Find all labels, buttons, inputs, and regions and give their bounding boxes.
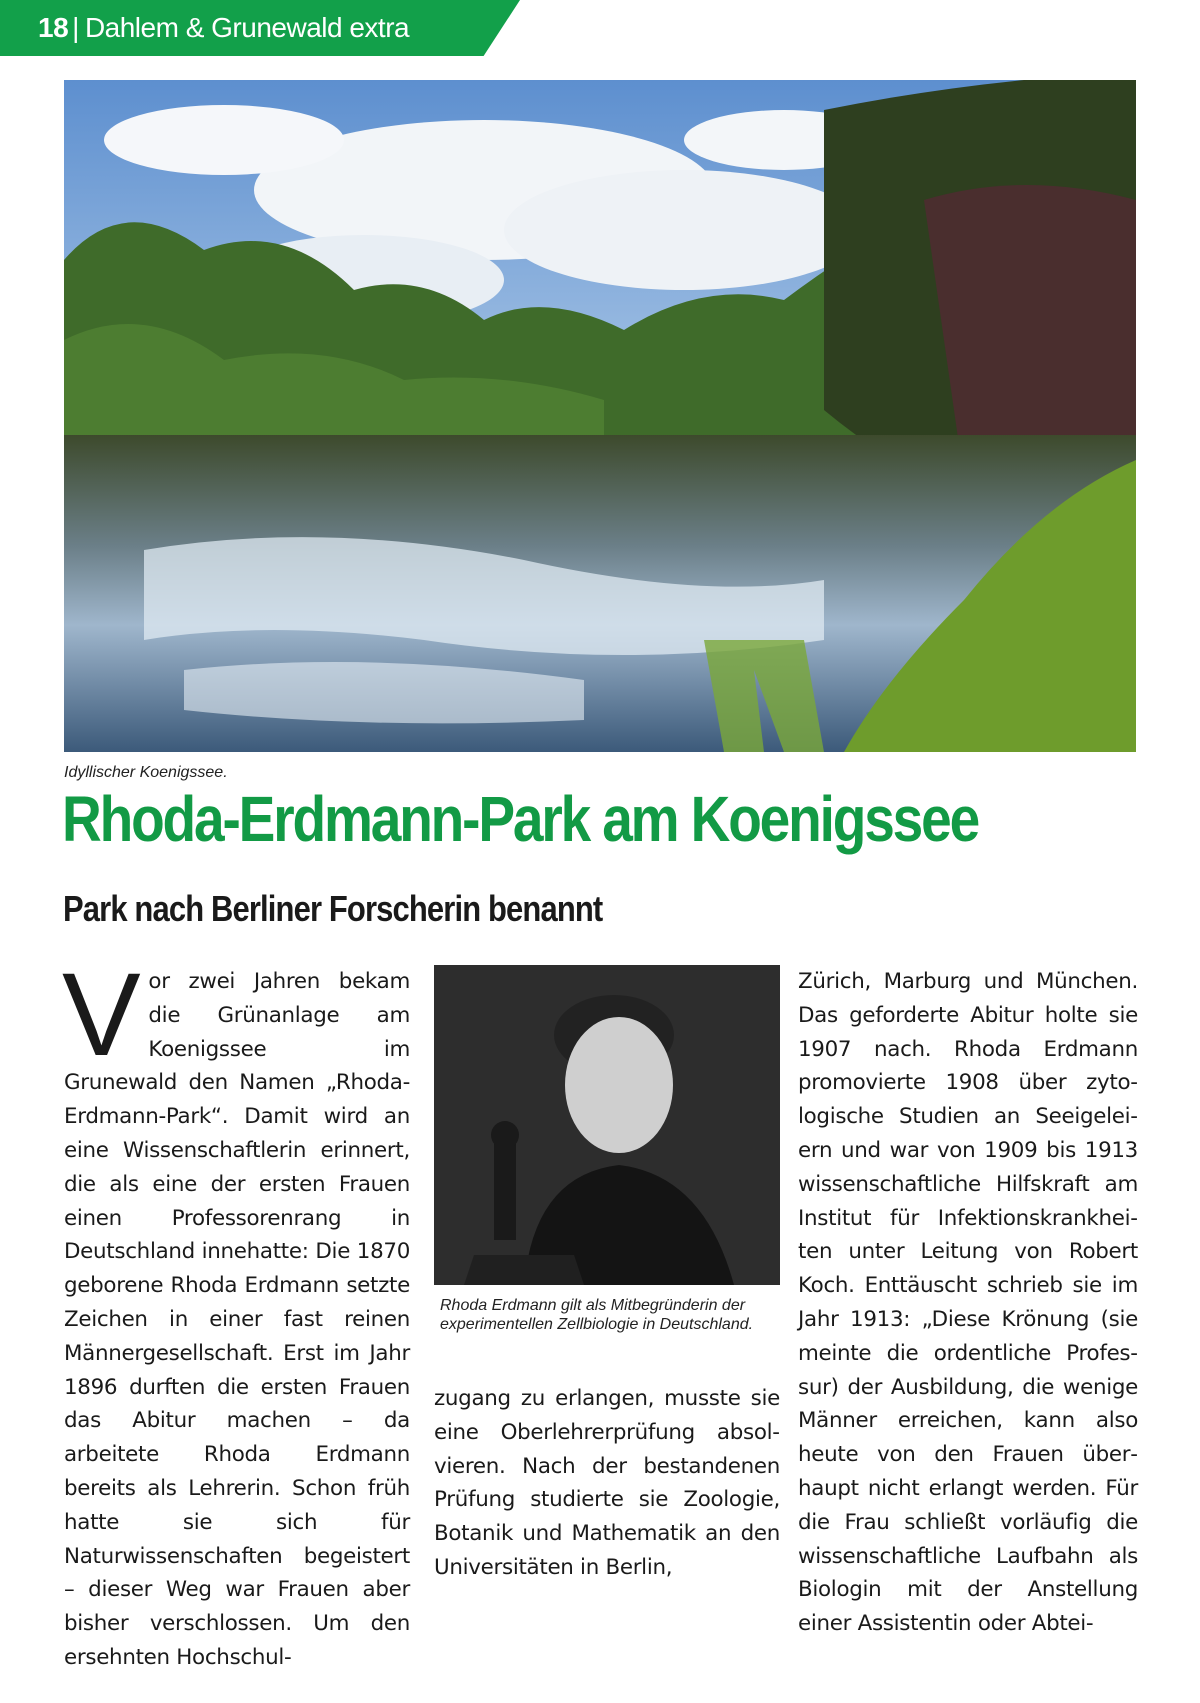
article-column-1 <box>62 949 410 1675</box>
drop-cap: V <box>62 949 141 1081</box>
portrait-photo <box>434 965 780 1285</box>
article-column-2: zugang zu erlangen, musste sie eine Oberlehrerprüfung absolvieren. Nach der bestandenen Prüfung studierte sie Zoologie, Botanik und Mathematik an den Universitäten in Berlin, <box>434 1386 780 1580</box>
lake-photo <box>64 80 1136 752</box>
portrait-caption: Rhoda Erdmann gilt als Mitbegründerin der experimentellen Zellbiologie in Deutschland. <box>440 1297 754 1333</box>
lake-photo-caption: Idyllischer Koenigssee. <box>64 764 228 781</box>
article-subheadline: Park nach Berliner Forscherin benannt <box>63 888 603 929</box>
column-1-text: or zwei Jahren bekam die Grünanlage am Koenigssee im Grunewald den Namen „Rhoda-Erdmann-Park“. Damit wird an eine Wissenschaftlerin erinnert, die als eine der ersten Frauen einen Professorenrang in Deutschland innehatte: Die 1870 geborene Rhoda Erdmann setzte Zeichen in einer fast reinen Männergesellschaft. Erst im Jahr 1896 durften die ersten Frauen das Abitur machen – da arbeitete Rhoda Erdmann bereits als Lehrerin. Schon früh hatte sie sich für Naturwissenschaften begeistert – dieser Weg war Frauen aber bisher verschlossen. Um den ersehnten Hochschul- <box>64 969 410 1670</box>
article-headline: Rhoda-Erdmann-Park am Koenigssee <box>62 783 979 855</box>
section-title: Dahlem & Grunewald extra <box>84 12 410 43</box>
page-number: 18 <box>38 12 69 43</box>
article-column-3: Zürich, Marburg und München. Das geforderte Abitur holte sie 1907 nach. Rhoda Erdmann promovierte 1908 über zytologische Studien an Seeigeleiern und war von 1909 bis 1913 wissenschaftliche Hilfskraft am Institut für Infektionskrankheiten unter Leitung von Robert Koch. Enttäuscht schrieb sie im Jahr 1913: „Diese Krönung (sie meinte die ordentliche Professur) der Ausbildung, die wenige Männer erreichen, kann also heute von den Frauen überhaupt nicht erlangt werden. Für die Frau schließt vorläufig die wissenschaftliche Laufbahn als Biologin mit der Anstellung einer Assistentin oder Abtei- <box>798 969 1138 1637</box>
header-separator: | <box>72 12 79 43</box>
section-header <box>38 12 409 44</box>
